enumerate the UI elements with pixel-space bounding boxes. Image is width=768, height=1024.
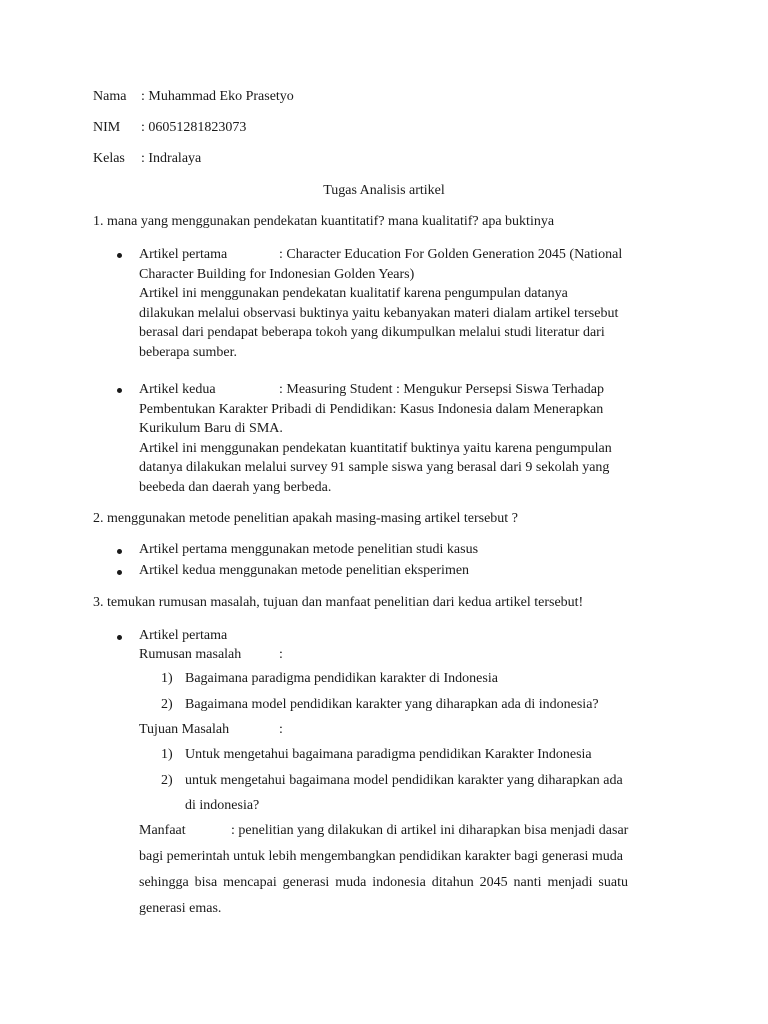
q1-article-1 bbox=[139, 245, 679, 362]
rumusan-row bbox=[139, 646, 283, 664]
bullet-dot bbox=[117, 635, 122, 640]
q1-a1-body-2: dilakukan melalui observasi buktinya yaitu kebanyakan materi dialam artikel tersebut bbox=[139, 305, 619, 321]
rumusan-item-2: 2) Bagaimana model pendidikan karakter yang diharapkan ada di indonesia? bbox=[161, 697, 599, 712]
tujuan-item-2-cont: di indonesia? bbox=[185, 798, 260, 813]
tujuan-item-1: 1) Untuk mengetahui bagaimana paradigma pendidikan Karakter Indonesia bbox=[161, 747, 592, 762]
q1-a1-label: Artikel pertama bbox=[139, 247, 228, 262]
kelas-value: : Indralaya bbox=[141, 151, 202, 166]
bullet-dot bbox=[117, 570, 122, 575]
tujuan-label: Tujuan Masalah bbox=[139, 722, 230, 737]
rumusan-item-1: 1) Bagaimana paradigma pendidikan karakter di Indonesia bbox=[161, 671, 498, 686]
nim-value: : 06051281823073 bbox=[141, 120, 247, 135]
bullet-dot bbox=[117, 253, 122, 258]
kelas-label: Kelas bbox=[93, 151, 125, 166]
q2-bullet-1: Artikel pertama menggunakan metode penelitian studi kasus bbox=[139, 542, 479, 557]
nama-value: : Muhammad Eko Prasetyo bbox=[141, 89, 294, 104]
nim-row bbox=[93, 119, 246, 137]
q1-a1-body-4: beberapa sumber. bbox=[139, 344, 237, 360]
q1-a2-label: Artikel kedua bbox=[139, 382, 216, 397]
q1-a1-title-line bbox=[139, 245, 679, 265]
tujuan-row bbox=[139, 721, 283, 739]
q2-bullet-2: Artikel kedua menggunakan metode penelitian eksperimen bbox=[139, 563, 470, 578]
manfaat-row bbox=[139, 822, 628, 840]
manfaat-label: Manfaat bbox=[139, 823, 186, 838]
nim-label: NIM bbox=[93, 120, 121, 135]
q1-a1-title-1: : Character Education For Golden Generation 2045 (National bbox=[279, 247, 623, 262]
rumusan-colon: : bbox=[279, 647, 283, 662]
bullet-dot bbox=[117, 388, 122, 393]
kelas-row bbox=[93, 150, 201, 168]
manfaat-line-1: : penelitian yang dilakukan di artikel ini diharapkan bisa menjadi dasar bbox=[231, 823, 629, 838]
bullet-dot bbox=[117, 549, 122, 554]
q1-a2-title-3: Kurikulum Baru di SMA. bbox=[139, 421, 283, 436]
nama-row bbox=[93, 88, 294, 106]
q1-a2-body-2: datanya dilakukan melalui survey 91 sample siswa yang berasal dari 9 sekolah yang bbox=[139, 460, 610, 475]
rumusan-label: Rumusan masalah bbox=[139, 647, 242, 662]
q3-article-1-label: Artikel pertama bbox=[139, 628, 228, 643]
q1-article-2 bbox=[139, 380, 679, 497]
page-title: Tugas Analisis artikel bbox=[323, 183, 445, 198]
q1-a2-body-1: Artikel ini menggunakan pendekatan kuantitatif buktinya yaitu karena pengumpulan bbox=[139, 440, 612, 456]
q1-a1-body-1: Artikel ini menggunakan pendekatan kualitatif karena pengumpulan datanya bbox=[139, 286, 568, 301]
tujuan-colon: : bbox=[279, 722, 283, 737]
nama-label: Nama bbox=[93, 89, 127, 104]
q1-a2-title-1: : Measuring Student : Mengukur Persepsi Siswa Terhadap bbox=[279, 382, 604, 397]
q1-a1-body-3: berasal dari pendapat beberapa tokoh yang dikumpulkan melalui studi literatur dari bbox=[139, 325, 605, 340]
q1-a2-title-2: Pembentukan Karakter Pribadi di Pendidikan: Kasus Indonesia dalam Menerapkan bbox=[139, 401, 604, 417]
q1-a2-body-3: beebeda dan daerah yang berbeda. bbox=[139, 479, 332, 495]
q1-a2-title-line bbox=[139, 380, 679, 400]
question-1: 1. mana yang menggunakan pendekatan kuantitatif? mana kualitatif? apa buktinya bbox=[93, 214, 555, 229]
q1-a1-title-2: Character Building for Indonesian Golden Years) bbox=[139, 266, 415, 282]
tujuan-item-2: 2) untuk mengetahui bagaimana model pendidikan karakter yang diharapkan ada bbox=[161, 773, 623, 788]
manfaat-line-2: bagi pemerintah untuk lebih mengembangkan pendidikan karakter bagi generasi muda bbox=[139, 849, 624, 864]
manfaat-line-3: sehingga bisa mencapai generasi muda indonesia ditahun 2045 nanti menjadi suatu bbox=[139, 875, 628, 890]
manfaat-line-4: generasi emas. bbox=[139, 901, 222, 916]
question-3: 3. temukan rumusan masalah, tujuan dan manfaat penelitian dari kedua artikel tersebut! bbox=[93, 595, 584, 610]
question-2: 2. menggunakan metode penelitian apakah masing-masing artikel tersebut ? bbox=[93, 511, 518, 526]
